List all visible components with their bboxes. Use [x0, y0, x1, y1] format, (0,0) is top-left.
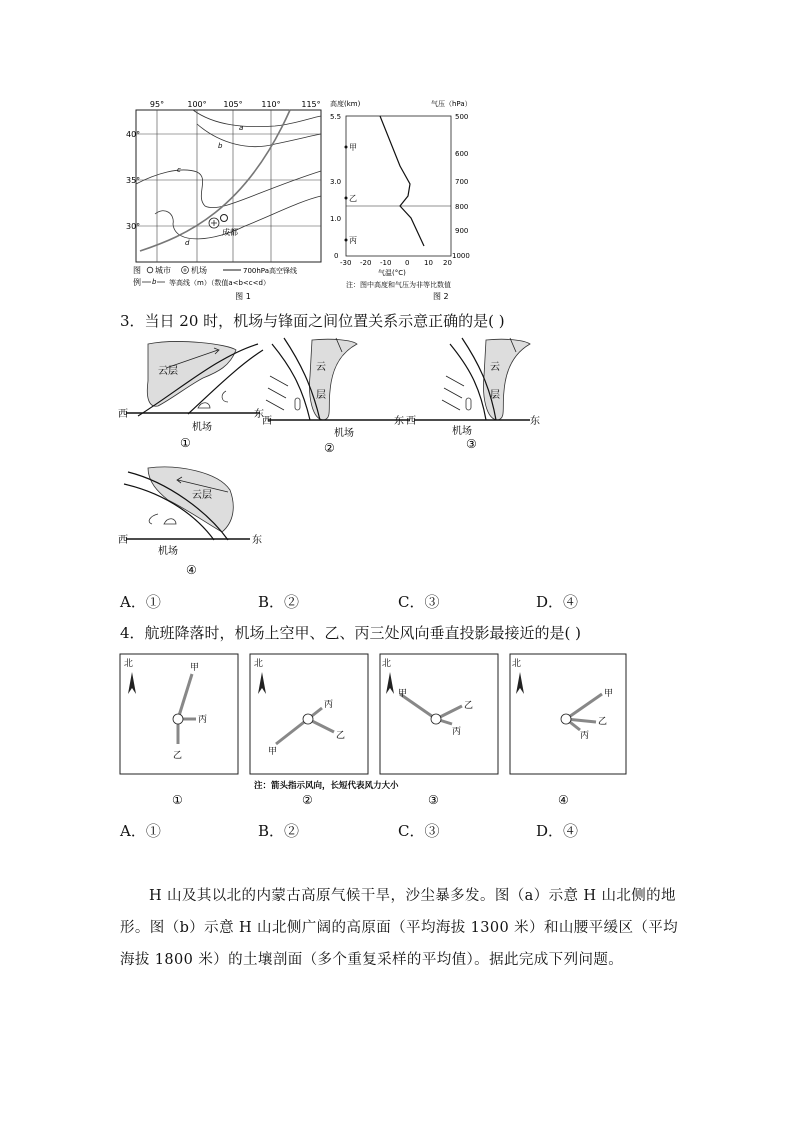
temp-axis-title: 气温(°C) [378, 269, 406, 277]
cloud-label-1: 云 [490, 362, 500, 373]
q3-option-c[interactable]: C．③ [398, 593, 440, 611]
question-4: 4．航班降落时，机场上空甲、乙、丙三处风向垂直投影最接近的是( ) [120, 624, 582, 642]
cloud-label-1: 云 [316, 362, 326, 373]
wind-arrows [266, 376, 288, 410]
diagram-label-1: ① [180, 436, 191, 450]
wind-label-3: ③ [428, 793, 439, 807]
city-icon [221, 215, 228, 222]
temp-tick--10: -10 [380, 259, 392, 267]
height-tick-5.5: 5.5 [330, 113, 342, 121]
cloud-label-2: 层 [316, 390, 326, 401]
label-jia: 甲 [604, 689, 614, 699]
point-bing-dot [345, 239, 348, 242]
wind-panel-1 [120, 654, 238, 774]
q3-diagram-3 [406, 336, 556, 454]
north-label: 北 [254, 659, 264, 669]
figure-1-map [125, 96, 325, 306]
pressure-axis-title: 气压（hPa） [431, 100, 472, 108]
temp-tick-20: 20 [443, 259, 452, 267]
map-frame [136, 110, 321, 262]
west-label: 西 [262, 416, 272, 427]
north-arrow-icon [128, 672, 136, 694]
fig1-caption: 图 1 [235, 292, 251, 301]
north-label: 北 [512, 659, 522, 669]
lon-label-95: 95° [149, 100, 165, 109]
height-tick-0: 0 [334, 252, 339, 260]
diagram-label-4: ④ [186, 563, 197, 577]
legend-contour-sample: b [152, 278, 157, 286]
arrow-jia [178, 674, 192, 719]
circulation-arrow [149, 514, 158, 524]
q3-option-d[interactable]: D．④ [536, 593, 579, 611]
north-arrow-icon [386, 672, 394, 694]
airport-label: 机场 [452, 426, 472, 437]
label-jia: 甲 [268, 747, 278, 757]
city-label: 成都 [222, 228, 238, 237]
wind-panel-3 [380, 654, 498, 774]
wind-panel-2 [250, 654, 368, 774]
airport-icon [303, 714, 313, 724]
north-arrow-icon [516, 672, 524, 694]
west-label: 西 [406, 416, 416, 427]
label-yi: 乙 [336, 731, 346, 741]
pressure-tick-800: 800 [455, 203, 469, 211]
pressure-tick-900: 900 [455, 227, 469, 235]
label-jia: 甲 [190, 663, 200, 673]
east-label: 东 [254, 409, 264, 420]
q3-diagram-1 [118, 336, 268, 454]
east-label: 东 [530, 416, 540, 427]
label-jia: 甲 [398, 689, 408, 699]
q4-option-c[interactable]: C．③ [398, 822, 440, 840]
airport-building-icon [466, 398, 471, 410]
q4-option-a[interactable]: A．① [120, 822, 161, 840]
wind-label-1: ① [172, 793, 183, 807]
legend-airport-icon [182, 267, 189, 274]
lat-label-40: 40° [126, 130, 141, 139]
q3-option-b[interactable]: B．② [258, 593, 300, 611]
figure-2-profile [328, 96, 478, 306]
west-label: 西 [118, 409, 128, 420]
q4-wind-diagrams [118, 652, 638, 810]
fig2-note: 注：图中高度和气压为非等比数值 [346, 281, 451, 289]
legend-airport: 机场 [191, 266, 207, 275]
west-label: 西 [118, 535, 128, 546]
airport-label: 机场 [334, 428, 354, 439]
legend-front: 700hPa高空锋线 [243, 267, 297, 275]
arrow-jia [276, 719, 308, 744]
lon-label-105: 105° [223, 100, 243, 109]
legend-title-top: 图 [133, 266, 141, 275]
label-bing: 丙 [324, 700, 334, 710]
wind-label-2: ② [302, 793, 313, 807]
lat-label-30: 30° [126, 222, 141, 231]
fig2-caption: 图 2 [433, 292, 449, 301]
height-tick-1.0: 1.0 [330, 215, 342, 223]
wind-note: 注：箭头指示风向，长短代表风力大小 [254, 781, 399, 791]
wind-panel-4 [510, 654, 626, 774]
airport-building-icon [295, 398, 300, 410]
profile-frame [346, 116, 451, 256]
contour-label-a: a [239, 124, 244, 132]
cloud-label: 云层 [192, 490, 212, 501]
temp-tick-0: 0 [405, 259, 410, 267]
point-jia: 甲 [349, 143, 357, 152]
legend-title-bottom: 例 [133, 278, 141, 287]
q3-diagram-4 [118, 462, 268, 580]
point-jia-dot [345, 146, 348, 149]
pressure-tick-1000: 1000 [452, 252, 470, 260]
q3-diagram-2 [262, 336, 417, 454]
contour-lines [136, 110, 321, 239]
label-bing: 丙 [580, 731, 590, 741]
label-yi: 乙 [173, 751, 183, 761]
point-yi: 乙 [349, 194, 357, 203]
temp-tick-10: 10 [424, 259, 433, 267]
q4-option-d[interactable]: D．④ [536, 822, 579, 840]
cloud-label-2: 层 [490, 390, 500, 401]
diagram-label-2: ② [324, 441, 335, 454]
q4-option-b[interactable]: B．② [258, 822, 300, 840]
east-label: 东 [394, 416, 404, 427]
airport-label: 机场 [158, 546, 178, 557]
lat-label-35: 35° [126, 176, 141, 185]
pressure-tick-500: 500 [455, 113, 469, 121]
pressure-tick-600: 600 [455, 150, 469, 158]
legend-city: 城市 [155, 266, 171, 275]
label-yi: 乙 [598, 717, 608, 727]
height-axis-title: 高度(km) [330, 100, 361, 108]
east-label: 东 [252, 535, 262, 546]
point-bing: 丙 [349, 236, 357, 245]
label-bing: 丙 [198, 715, 208, 725]
passage-text: H 山及其以北的内蒙古高原气候干旱，沙尘暴多发。图（a）示意 H 山北侧的地形。图（b）示意 H 山北侧广阔的高原面（平均海拔 1300 米）和山腰平缓区（平均海拔 1800 米）的土壤剖面（多个重复采样的平均值）。据此完成下列问题。 [120, 888, 679, 968]
contour-label-c: c [177, 166, 181, 174]
front-line-left [272, 344, 310, 420]
pressure-tick-700: 700 [455, 178, 469, 186]
point-yi-dot [345, 197, 348, 200]
airport-icon [431, 714, 441, 724]
temp-tick--30: -30 [340, 259, 352, 267]
map-grid [136, 110, 321, 262]
arrow-jia [566, 694, 602, 719]
north-arrow-icon [258, 672, 266, 694]
north-label: 北 [124, 659, 134, 669]
airport-building-icon [164, 519, 176, 524]
legend-city-icon [147, 267, 153, 273]
airport-icon [209, 218, 219, 228]
q3-option-a[interactable]: A．① [120, 593, 161, 611]
temp-tick--20: -20 [360, 259, 372, 267]
circulation-arrow [222, 391, 228, 402]
cloud-shape [484, 339, 530, 420]
north-label: 北 [382, 659, 392, 669]
front-line [140, 110, 290, 251]
question-3: 3．当日 20 时，机场与锋面之间位置关系示意正确的是( ) [120, 312, 505, 330]
label-bing: 丙 [452, 727, 462, 737]
airport-icon [561, 714, 571, 724]
label-yi: 乙 [464, 701, 474, 711]
cloud-label: 云层 [158, 366, 178, 377]
lon-label-100: 100° [187, 100, 207, 109]
cloud-shape [148, 467, 233, 532]
temperature-curve [380, 116, 424, 246]
contour-label-b: b [218, 142, 223, 150]
lon-label-115: 115° [301, 100, 321, 109]
lon-label-110: 110° [261, 100, 281, 109]
airport-label: 机场 [192, 422, 212, 433]
wind-label-4: ④ [558, 793, 569, 807]
contour-label-d: d [185, 239, 190, 247]
airport-icon [173, 714, 183, 724]
diagram-label-3: ③ [466, 437, 477, 451]
legend-contour: 等高线（m）（数值a<b<c<d） [169, 279, 270, 287]
height-tick-3.0: 3.0 [330, 178, 342, 186]
wind-arrows [442, 376, 464, 410]
